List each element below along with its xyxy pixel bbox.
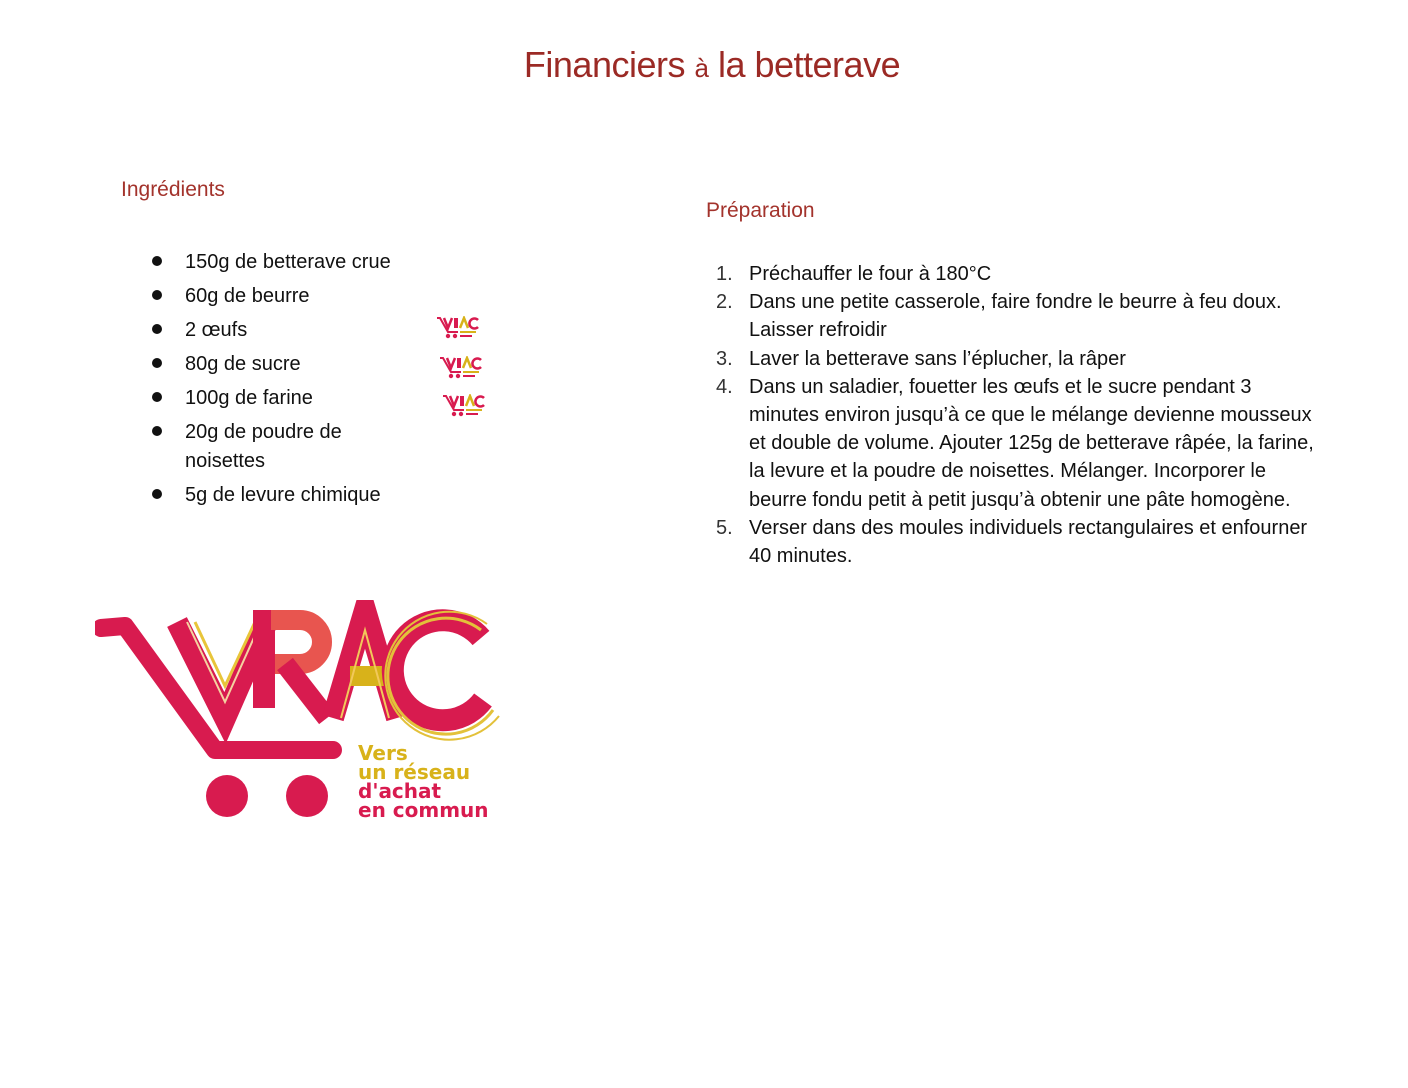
bullet-icon bbox=[152, 426, 162, 436]
step-text: Préchauffer le four à 180°C bbox=[749, 263, 992, 285]
mini-vrac-logo-icon bbox=[442, 394, 488, 418]
mini-vrac-logo-icon bbox=[436, 316, 482, 340]
step-number: 1. bbox=[716, 263, 733, 285]
step-number: 2. bbox=[716, 291, 733, 314]
step-number: 4. bbox=[716, 375, 733, 398]
cart-wheel-icon bbox=[206, 775, 248, 817]
list-item bbox=[712, 288, 1322, 344]
tagline-line: d'achat bbox=[358, 779, 442, 803]
bullet-icon bbox=[152, 392, 162, 402]
list-item: 150g de betterave crue bbox=[150, 248, 410, 277]
step-text: Dans une petite casserole, faire fondre le beurre à feu doux. Laisser refroidir bbox=[749, 291, 1282, 342]
logo-tagline bbox=[358, 741, 489, 822]
list-item: 60g de beurre bbox=[150, 282, 410, 311]
step-text: Dans un saladier, fouetter les œufs et le sucre pendant 3 minutes environ jusqu’à ce que le mélange devienne mousseux et double de volume. Ajouter 125g de betterave râpée, la farine, la levure et la poudre de noisettes. Mélanger. Incorporer le beurre fondu petit à petit jusqu’à obtenir une pâte homogène. bbox=[749, 375, 1314, 511]
list-item bbox=[712, 260, 1322, 288]
list-item: 5g de levure chimique bbox=[150, 481, 410, 510]
letter-c-icon bbox=[385, 612, 499, 740]
step-number: 5. bbox=[716, 516, 733, 539]
step-number: 3. bbox=[716, 347, 733, 370]
bullet-icon bbox=[152, 256, 162, 266]
list-item: 80g de sucre bbox=[150, 350, 410, 379]
tagline-line: Vers bbox=[358, 741, 408, 765]
preparation-steps bbox=[712, 260, 1322, 570]
list-item bbox=[712, 514, 1322, 570]
vrac-logo bbox=[95, 600, 505, 825]
letter-r-icon bbox=[253, 610, 327, 718]
page-title: Financiers à la betterave bbox=[523, 44, 901, 85]
ingredients-list bbox=[150, 248, 410, 515]
bullet-icon bbox=[152, 489, 162, 499]
preparation-heading: Préparation bbox=[706, 199, 815, 222]
tagline-line: en commun bbox=[358, 798, 489, 822]
step-text: Verser dans des moules individuels rectangulaires et enfourner 40 minutes. bbox=[749, 516, 1308, 568]
bullet-icon bbox=[152, 358, 162, 368]
bullet-icon bbox=[152, 324, 162, 334]
step-text: Laver la betterave sans l’éplucher, la râper bbox=[749, 347, 1126, 370]
list-item: 20g de poudre de noisettes bbox=[150, 418, 410, 475]
list-item bbox=[712, 373, 1322, 514]
cart-wheel-icon bbox=[286, 775, 328, 817]
ingredients-heading: Ingrédients bbox=[121, 178, 225, 201]
list-item: 100g de farine bbox=[150, 384, 410, 413]
tagline-line: un réseau bbox=[358, 760, 471, 784]
mini-vrac-logo-icon bbox=[439, 356, 485, 380]
list-item bbox=[712, 345, 1322, 373]
list-item: 2 œufs bbox=[150, 316, 410, 345]
bullet-icon bbox=[152, 290, 162, 300]
